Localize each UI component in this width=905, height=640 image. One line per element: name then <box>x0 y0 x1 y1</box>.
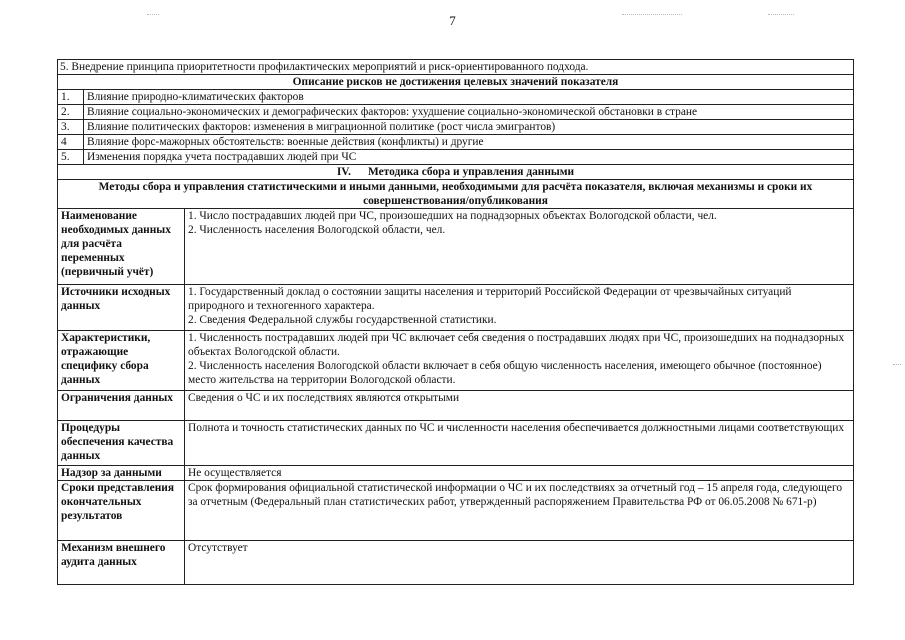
value-line: 2. Численность населения Вологодской области, чел. <box>188 224 446 236</box>
risk-row <box>58 90 854 105</box>
row-label: Источники исходных данных <box>58 285 185 331</box>
risk-text: Влияние социально-экономических и демографических факторов: ухудшение социально-экономической обстановки в стране <box>84 105 854 120</box>
row-value: Срок формирования официальной статистической информации о ЧС и их последствиях за отчетный год – 15 апреля года, следующего за отчетным (Федеральный план статистических работ, утвержденный распоряжением Правительства РФ от 06.05.2008 № 671-р) <box>185 481 854 541</box>
risk-row <box>58 120 854 135</box>
row-label: Сроки представления окончательных результатов <box>58 481 185 541</box>
risk-number: 2. <box>58 105 84 120</box>
risk-number: 4 <box>58 135 84 150</box>
risk-text: Влияние форс-мажорных обстоятельств: военные действия (конфликты) и другие <box>84 135 854 150</box>
principle-row <box>58 60 854 75</box>
data-row <box>58 209 854 285</box>
risks-heading-row <box>58 75 854 90</box>
row-value: Сведения о ЧС и их последствиях являются открытыми <box>185 391 854 421</box>
risk-row <box>58 150 854 165</box>
value-line: 2. Сведения Федеральной службы государственной статистики. <box>188 314 497 326</box>
risk-row <box>58 105 854 120</box>
risk-text: Влияние политических факторов: изменения в миграционной политике (рост числа эмигрантов) <box>84 120 854 135</box>
data-row <box>58 466 854 481</box>
section-subtitle-row <box>58 180 854 209</box>
principle-text: 5. Внедрение принципа приоритетности профилактических мероприятий и риск-ориентированного подхода. <box>58 60 854 75</box>
row-label: Характеристики, отражающие специфику сбора данных <box>58 331 185 391</box>
row-value: Полнота и точность статистических данных по ЧС и численности населения обеспечивается должностными лицами соответствующих <box>185 421 854 466</box>
risk-row <box>58 135 854 150</box>
value-line: 1. Численность пострадавших людей при ЧС включает себя сведения о пострадавших людях при ЧС, произошедших на поднадзорных объектах Вологодской области. <box>188 332 845 358</box>
data-methodology-table <box>57 59 854 585</box>
row-label: Процедуры обеспечения качества данных <box>58 421 185 466</box>
row-label: Надзор за данными <box>58 466 185 481</box>
value-line: 1. Государственный доклад о состоянии защиты населения и территорий Российской Федерации от чрезвычайных ситуаций природного и техногенного характера. <box>188 286 792 312</box>
data-row <box>58 331 854 391</box>
row-value: Не осуществляется <box>185 466 854 481</box>
risk-text: Изменения порядка учета пострадавших людей при ЧС <box>84 150 854 165</box>
section-title-row <box>58 165 854 180</box>
data-row <box>58 541 854 585</box>
scan-artifact <box>893 364 901 366</box>
page-number: 7 <box>449 13 456 28</box>
row-value: Отсутствует <box>185 541 854 585</box>
data-row <box>58 391 854 421</box>
row-label: Механизм внешнего аудита данных <box>58 541 185 585</box>
row-value <box>185 209 854 285</box>
row-label: Наименование необходимых данных для расчёта переменных (первичный учёт) <box>58 209 185 285</box>
section-subtitle: Методы сбора и управления статистическими и иными данными, необходимыми для расчёта показателя, включая механизмы и сроки их совершенствования/опубликования <box>58 180 854 209</box>
row-value <box>185 331 854 391</box>
risk-text: Влияние природно-климатических факторов <box>84 90 854 105</box>
risk-number: 3. <box>58 120 84 135</box>
value-line: 2. Численность населения Вологодской области включает в себя общую численность населения, имеющего обычное (постоянное) место жительства на территории Вологодской области. <box>188 360 822 386</box>
risk-number: 5. <box>58 150 84 165</box>
risk-number: 1. <box>58 90 84 105</box>
row-value <box>185 285 854 331</box>
data-row <box>58 421 854 466</box>
data-row <box>58 481 854 541</box>
section-title: IV. Методика сбора и управления данными <box>58 165 854 180</box>
row-label: Ограничения данных <box>58 391 185 421</box>
risks-heading: Описание рисков не достижения целевых значений показателя <box>58 75 854 90</box>
value-line: 1. Число пострадавших людей при ЧС, произошедших на поднадзорных объектах Вологодской области, чел. <box>188 210 717 222</box>
data-row <box>58 285 854 331</box>
